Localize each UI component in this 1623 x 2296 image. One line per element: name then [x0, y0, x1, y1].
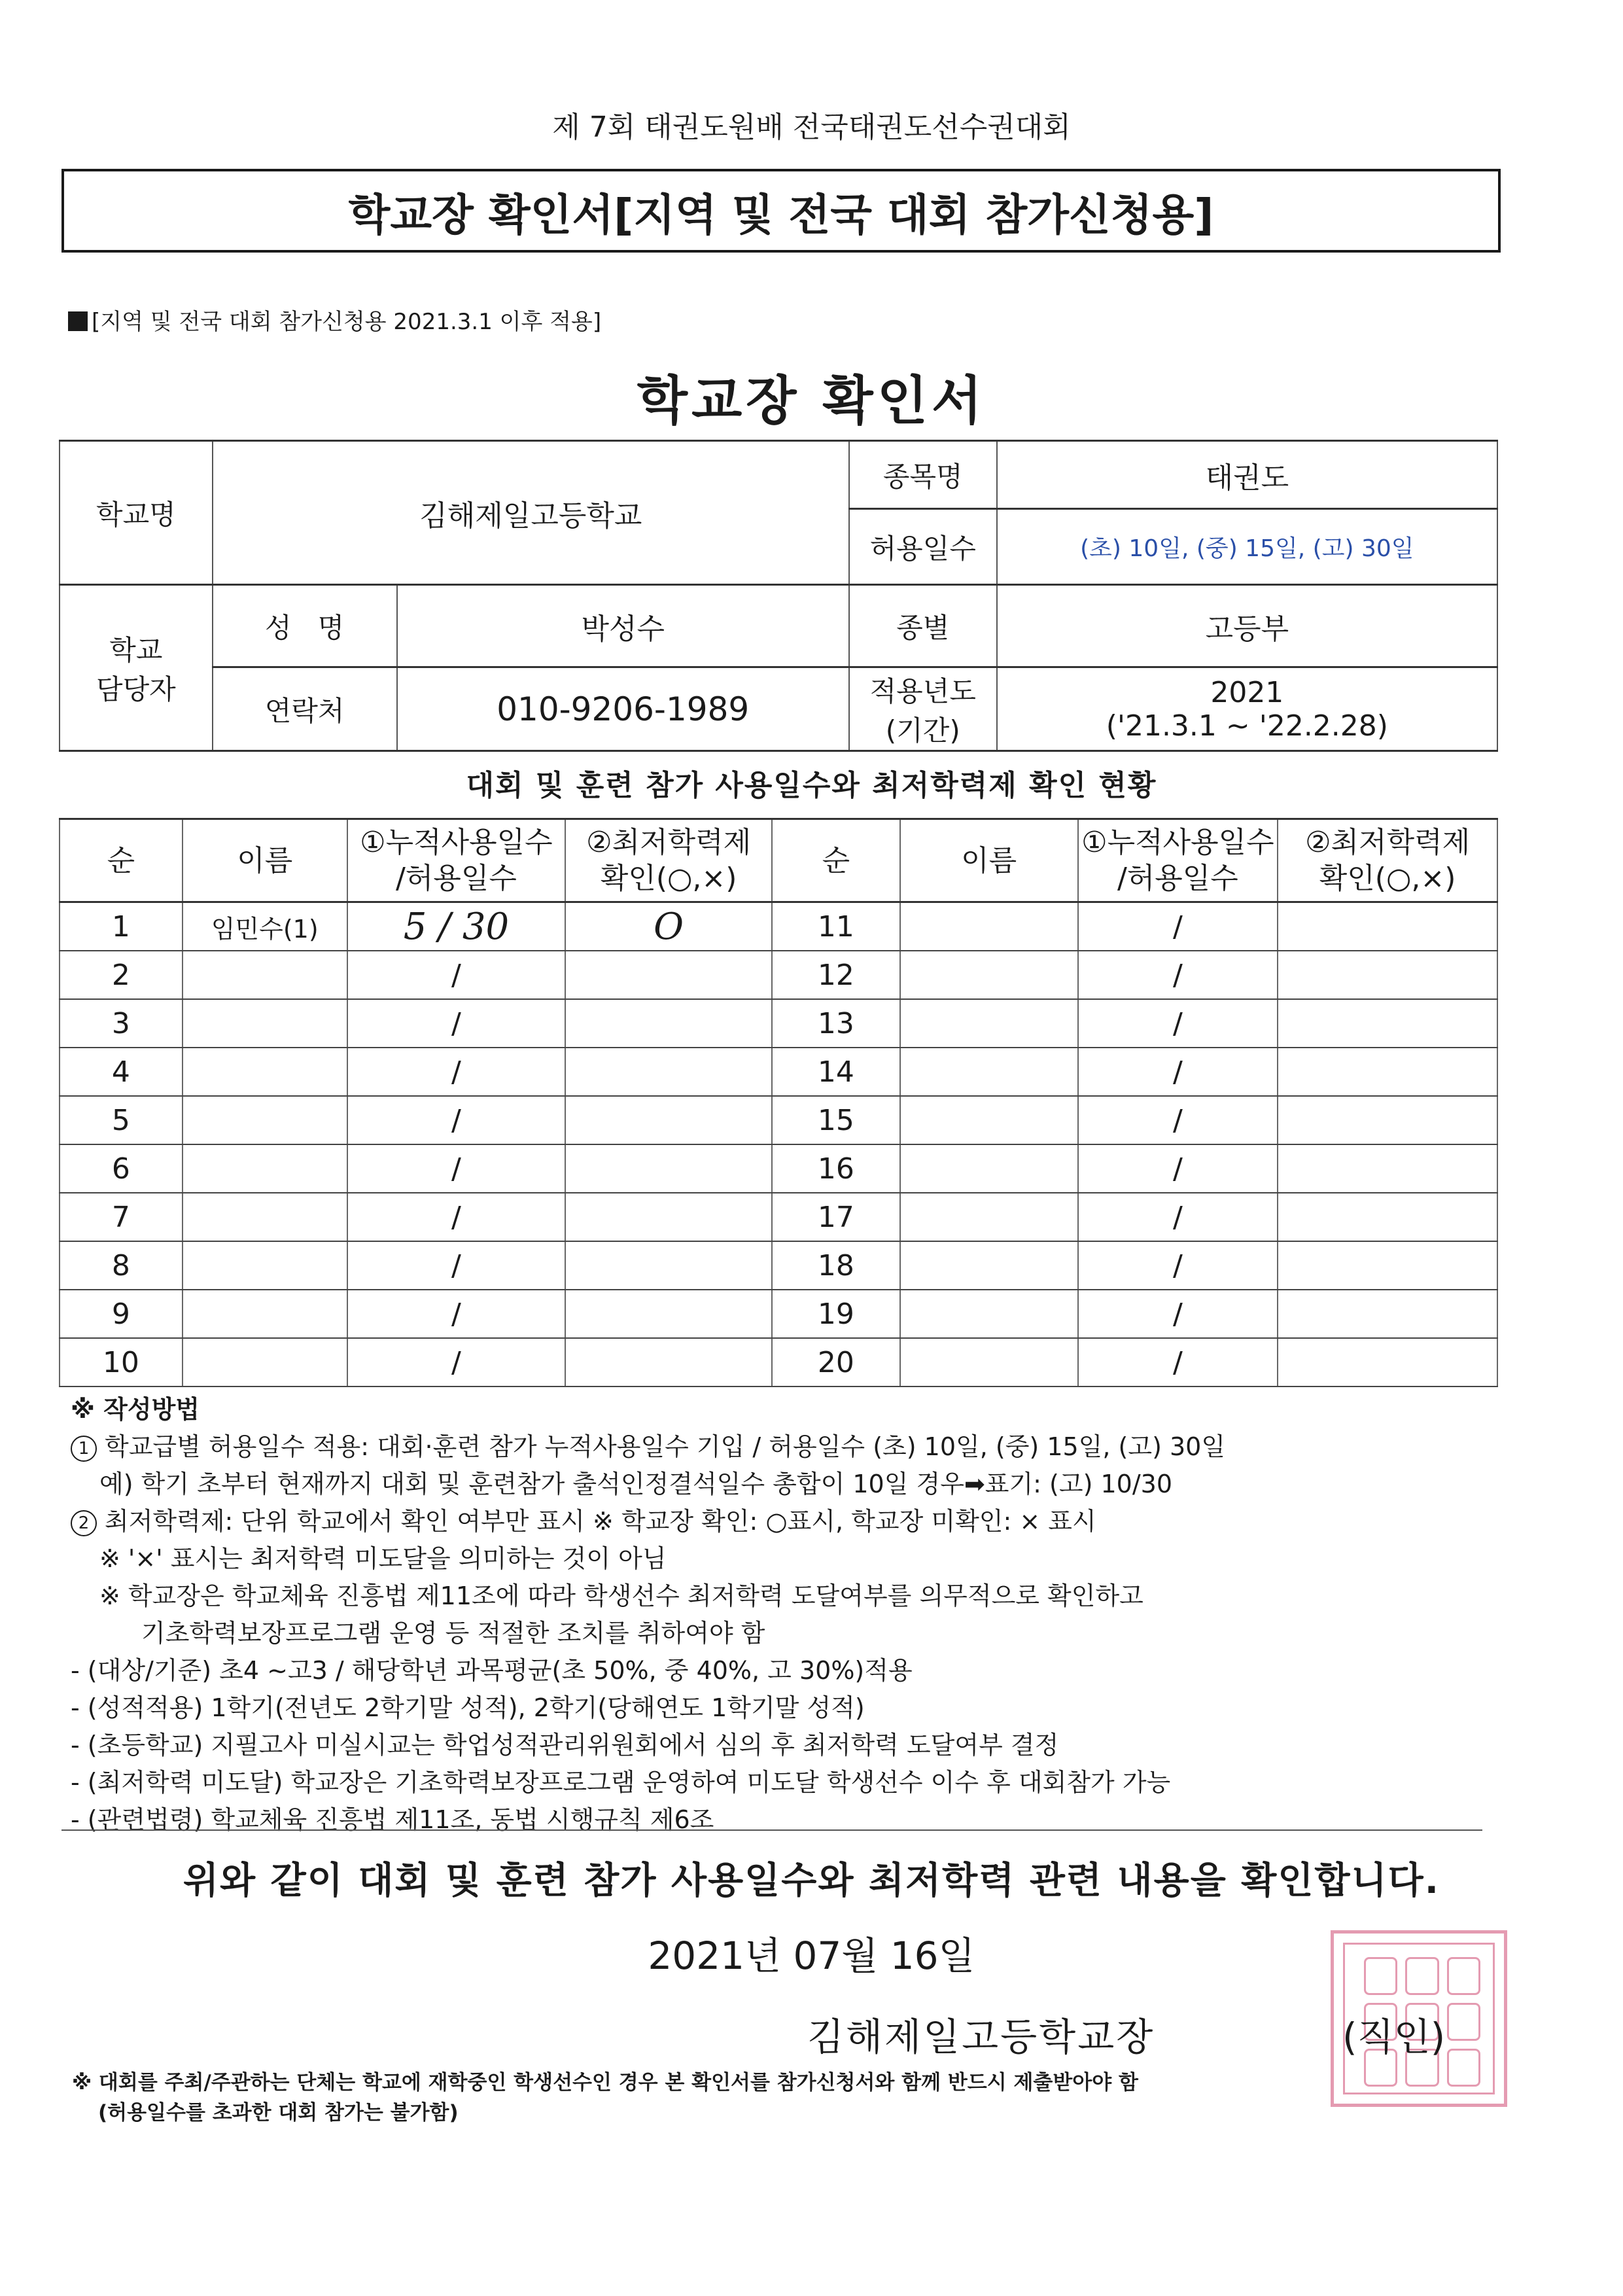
row-no: 6 [60, 1144, 183, 1193]
table-row [60, 1338, 1497, 1386]
row-days: / [347, 1290, 566, 1338]
row-days: 5 / 30 [347, 902, 566, 951]
row-days: / [1078, 999, 1278, 1048]
note-detail-5: - (관련법령) 학교체육 진흥법 제11조, 동법 시행규칙 제6조 [71, 1805, 714, 1834]
row-no: 18 [772, 1241, 900, 1290]
row-min-academic [565, 1338, 772, 1386]
writing-instructions [71, 1391, 1510, 1839]
row-no: 5 [60, 1096, 183, 1144]
row-min-academic [1278, 902, 1497, 951]
col-header-days [1078, 819, 1278, 902]
row-days: / [1078, 1096, 1278, 1144]
row-min-academic: O [565, 902, 772, 951]
row-days: / [347, 999, 566, 1048]
sport-value: 태권도 [997, 441, 1497, 509]
days-header-line-1: ①누적사용일수 [1081, 826, 1274, 859]
row-name [900, 1144, 1078, 1193]
row-name [183, 1096, 347, 1144]
year-label-line-2: (기간) [885, 714, 960, 747]
note-1 [71, 1428, 1510, 1466]
period-value: ('21.3.1 ~ '22.2.28) [1106, 709, 1388, 743]
row-no: 11 [772, 902, 900, 951]
seal-label: (직인) [1342, 2015, 1446, 2059]
row-days: / [1078, 902, 1278, 951]
allowed-days-value: (초) 10일, (중) 15일, (고) 30일 [997, 509, 1497, 585]
athlete-roster-table [59, 818, 1498, 1387]
contact-label-line-1: 학교 [109, 633, 163, 666]
min-header-line-1: ②최저학력제 [586, 826, 752, 859]
confirmation-statement: 위와 같이 대회 및 훈련 참가 사용일수와 최저학력 관련 내용을 확인합니다. [183, 1860, 1440, 1902]
row-no: 10 [60, 1338, 183, 1386]
row-days: / [1078, 1048, 1278, 1096]
row-no: 14 [772, 1048, 900, 1096]
table-row [60, 1144, 1497, 1193]
days-header-line-1: ①누적사용일수 [360, 826, 553, 859]
row-no: 9 [60, 1290, 183, 1338]
black-square-icon [68, 311, 88, 331]
min-header-line-2: 확인(○,×) [1319, 862, 1456, 895]
person-name-label: 성 명 [213, 585, 397, 667]
row-name [900, 1290, 1078, 1338]
footnote [72, 2068, 1138, 2128]
row-name: 임민수(1) [183, 902, 347, 951]
year-period [997, 667, 1497, 751]
document-title-box [61, 169, 1501, 253]
row-no: 3 [60, 999, 183, 1048]
row-min-academic [1278, 1338, 1497, 1386]
row-no: 17 [772, 1193, 900, 1241]
row-name [183, 999, 347, 1048]
circled-number: 1 [71, 1436, 97, 1462]
row-days: / [347, 1096, 566, 1144]
phone-label: 연락처 [213, 667, 397, 751]
row-days: / [347, 951, 566, 999]
row-no: 16 [772, 1144, 900, 1193]
category-value: 고등부 [997, 585, 1497, 667]
row-min-academic [565, 951, 772, 999]
row-name [183, 1144, 347, 1193]
row-no: 8 [60, 1241, 183, 1290]
row-days: / [347, 1193, 566, 1241]
row-min-academic [1278, 1096, 1497, 1144]
row-days: / [1078, 1144, 1278, 1193]
row-min-academic [1278, 1241, 1497, 1290]
row-no: 15 [772, 1096, 900, 1144]
row-min-academic [565, 1048, 772, 1096]
row-min-academic [565, 1096, 772, 1144]
row-no: 20 [772, 1338, 900, 1386]
row-days: / [347, 1048, 566, 1096]
row-days: / [347, 1241, 566, 1290]
year-label [849, 667, 997, 751]
row-name [900, 999, 1078, 1048]
row-name [183, 1048, 347, 1096]
sub-note-text: [지역 및 전국 대회 참가신청용 2021.3.1 이후 적용] [92, 309, 602, 335]
row-min-academic [1278, 951, 1497, 999]
row-name [900, 951, 1078, 999]
footnote-line-1: ※ 대회를 주최/주관하는 단체는 학교에 재학중인 학생선수인 경우 본 확인서를 참가신청서와 함께 반드시 제출받아야 함 [72, 2071, 1138, 2094]
row-days: / [1078, 1338, 1278, 1386]
table-row [60, 1193, 1497, 1241]
document-title: 학교장 확인서[지역 및 전국 대회 참가신청용] [348, 189, 1214, 240]
table-row [60, 1048, 1497, 1096]
footnote-line-2: (허용일수를 초과한 대회 참가는 불가함) [98, 2101, 459, 2125]
row-min-academic [565, 999, 772, 1048]
row-name [183, 951, 347, 999]
row-days: / [347, 1338, 566, 1386]
principal-name: 김해제일고등학교장 [807, 2015, 1155, 2059]
phone-value: 010-9206-1989 [397, 667, 849, 751]
note-detail-4: - (최저학력 미도달) 학교장은 기초학력보장프로그램 운영하여 미도달 학생선수 이수 후 대회참가 가능 [71, 1768, 1171, 1797]
table-row [60, 1290, 1497, 1338]
event-title: 제 7회 태권도원배 전국태권도선수권대회 [552, 111, 1071, 144]
row-name [183, 1241, 347, 1290]
row-no: 7 [60, 1193, 183, 1241]
row-no: 1 [60, 902, 183, 951]
row-min-academic [565, 1241, 772, 1290]
status-section-title: 대회 및 훈련 참가 사용일수와 최저학력제 확인 현황 [466, 769, 1157, 802]
category-label: 종별 [849, 585, 997, 667]
row-name [900, 1193, 1078, 1241]
row-name [900, 1241, 1078, 1290]
table-row [60, 999, 1497, 1048]
col-header-name: 이름 [183, 819, 347, 902]
person-name: 박성수 [397, 585, 849, 667]
circled-number: 2 [71, 1510, 97, 1536]
col-header-name: 이름 [900, 819, 1078, 902]
year-value: 2021 [1210, 675, 1284, 709]
row-name [183, 1290, 347, 1338]
sport-label: 종목명 [849, 441, 997, 509]
table-row [60, 902, 1497, 951]
row-days: / [1078, 951, 1278, 999]
note-1-example: 예) 학기 초부터 현재까지 대회 및 훈련참가 출석인정결석일수 총합이 10일 경우➡표기: (고) 10/30 [99, 1470, 1173, 1498]
note-detail-2: - (성적적용) 1학기(전년도 2학기말 성적), 2학기(당해연도 1학기말 성적) [71, 1693, 865, 1722]
days-header-line-2: /허용일수 [395, 862, 517, 895]
row-no: 19 [772, 1290, 900, 1338]
row-days: / [1078, 1241, 1278, 1290]
divider [61, 1829, 1482, 1831]
year-label-line-1: 적용년도 [869, 675, 976, 707]
note-detail-3: - (초등학교) 지필고사 미실시교는 학업성적관리위원회에서 심의 후 최저학력 도달여부 결정 [71, 1731, 1059, 1759]
row-name [900, 1048, 1078, 1096]
days-header-line-2: /허용일수 [1117, 862, 1238, 895]
row-min-academic [1278, 1144, 1497, 1193]
note-2-text: 최저학력제: 단위 학교에서 확인 여부만 표시 ※ 학교장 확인: ○표시, 학교장 미확인: × 표시 [105, 1507, 1096, 1536]
note-detail-1: - (대상/기준) 초4 ~고3 / 해당학년 과목평균(초 50%, 중 40%, 고 30%)적용 [71, 1656, 913, 1685]
row-name [183, 1193, 347, 1241]
row-name [900, 1338, 1078, 1386]
note-2-sub-c: 기초학력보장프로그램 운영 등 적절한 조치를 취하여야 함 [141, 1619, 765, 1648]
min-header-line-2: 확인(○,×) [600, 862, 737, 895]
table-row [60, 1241, 1497, 1290]
note-2-sub-b: ※ 학교장은 학교체육 진흥법 제11조에 따라 학생선수 최저학력 도달여부를 의무적으로 확인하고 [99, 1581, 1143, 1610]
main-title: 학교장 확인서 [637, 370, 986, 431]
row-min-academic [1278, 999, 1497, 1048]
row-name [900, 902, 1078, 951]
row-min-academic [565, 1144, 772, 1193]
row-name [900, 1096, 1078, 1144]
table-row [60, 951, 1497, 999]
row-no: 12 [772, 951, 900, 999]
row-days: / [347, 1144, 566, 1193]
col-header-min-academic [1278, 819, 1497, 902]
notes-heading: ※ 작성방법 [71, 1395, 200, 1424]
school-name-label: 학교명 [60, 441, 213, 585]
row-days: / [1078, 1193, 1278, 1241]
min-header-line-1: ②최저학력제 [1305, 826, 1471, 859]
col-header-no: 순 [772, 819, 900, 902]
issue-date: 2021년 07월 16일 [648, 1934, 975, 1978]
school-info-table [59, 440, 1498, 752]
note-2 [71, 1503, 1510, 1540]
row-min-academic [1278, 1048, 1497, 1096]
contact-label-line-2: 담당자 [96, 673, 176, 705]
school-name: 김해제일고등학교 [213, 441, 849, 585]
row-days: / [1078, 1290, 1278, 1338]
allowed-days-label: 허용일수 [849, 509, 997, 585]
row-name [183, 1338, 347, 1386]
contact-person-label [60, 585, 213, 751]
row-min-academic [565, 1290, 772, 1338]
note-2-sub-a: ※ '×' 표시는 최저학력 미도달을 의미하는 것이 아님 [99, 1544, 667, 1573]
col-header-no: 순 [60, 819, 183, 902]
row-no: 13 [772, 999, 900, 1048]
sub-note [68, 304, 601, 336]
row-min-academic [1278, 1193, 1497, 1241]
col-header-min-academic [565, 819, 772, 902]
note-1-text: 학교급별 허용일수 적용: 대회·훈련 참가 누적사용일수 기입 / 허용일수 (초) 10일, (중) 15일, (고) 30일 [105, 1432, 1226, 1461]
row-no: 2 [60, 951, 183, 999]
row-min-academic [1278, 1290, 1497, 1338]
row-no: 4 [60, 1048, 183, 1096]
row-min-academic [565, 1193, 772, 1241]
table-row [60, 1096, 1497, 1144]
col-header-days [347, 819, 566, 902]
